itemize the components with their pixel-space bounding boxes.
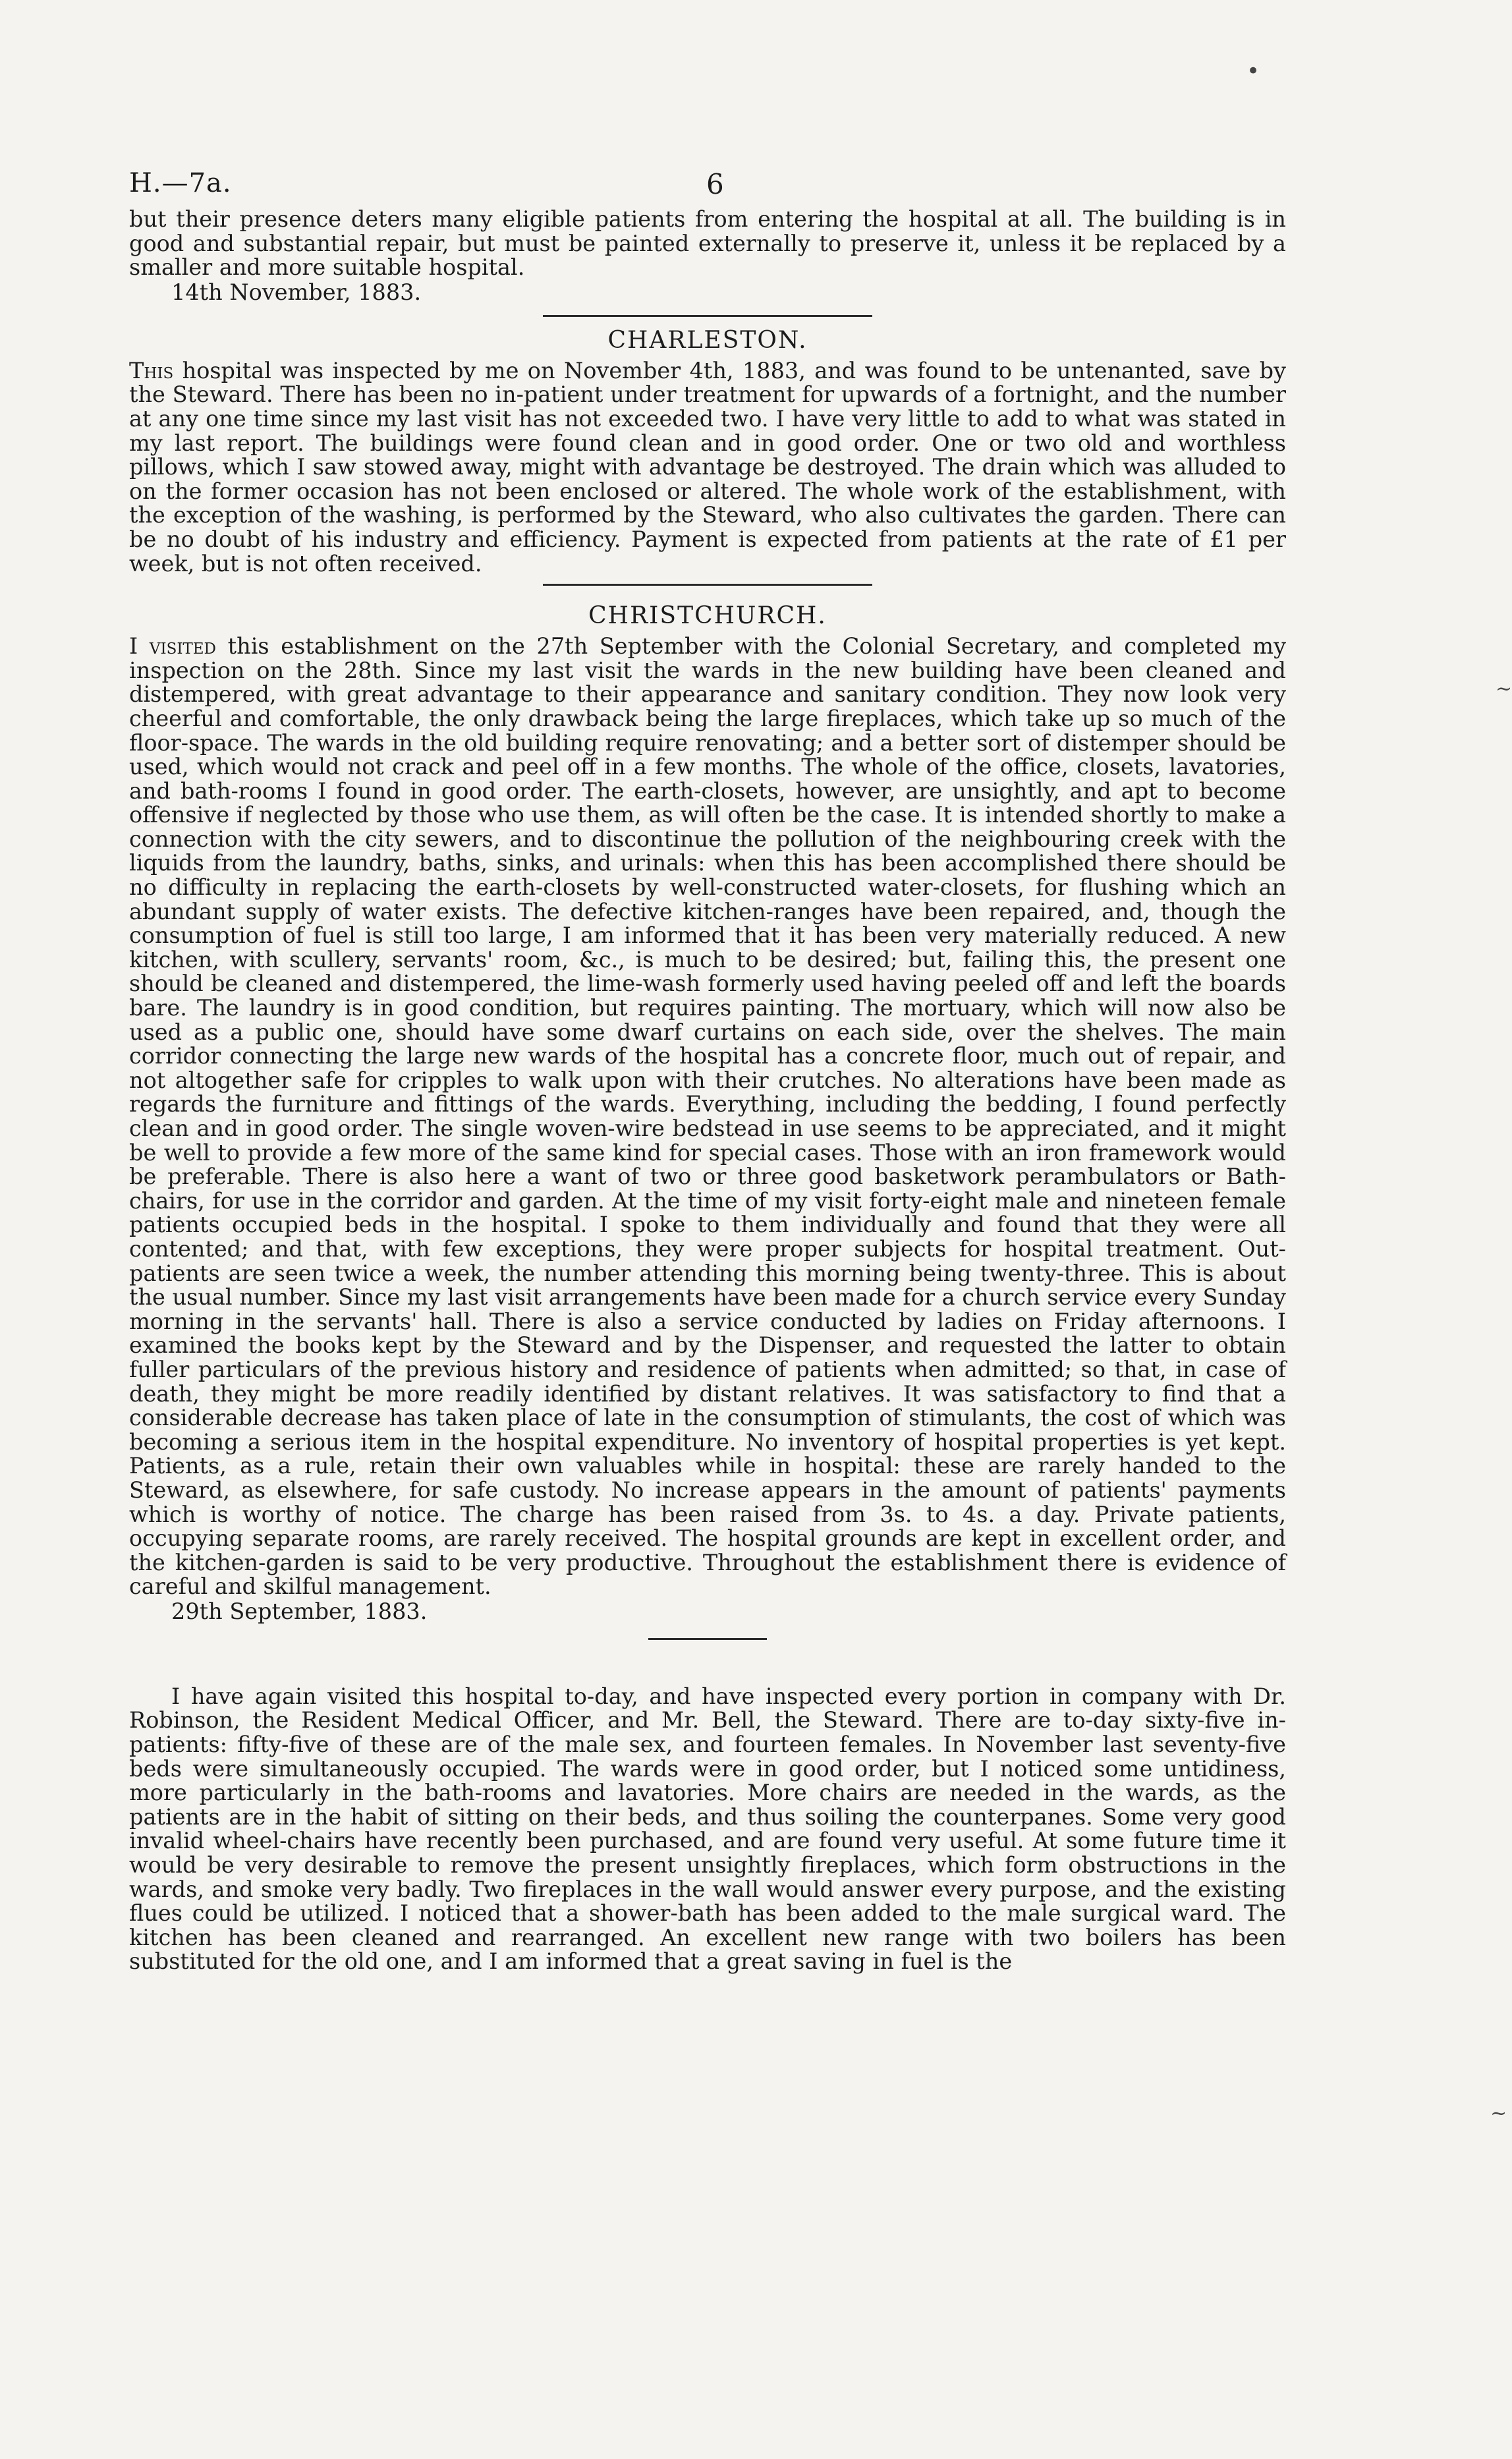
charleston-heading: CHARLESTON. xyxy=(607,326,808,354)
christchurch-paragraph xyxy=(129,635,1286,1599)
document-reference: H.—7a. xyxy=(129,168,232,198)
charleston-lead: This xyxy=(129,357,174,383)
section-divider xyxy=(543,584,872,586)
page-header xyxy=(129,168,1286,208)
margin-mark-top: • xyxy=(1246,58,1260,84)
intro-date: 14th November, 1883. xyxy=(171,279,422,305)
margin-mark-2: ~ xyxy=(1490,2102,1507,2125)
christchurch-heading: CHRISTCHURCH. xyxy=(588,602,827,630)
page-number: 6 xyxy=(706,168,724,200)
second-visit-paragraph: I have again visited this hospital to-day, and have inspected every portion in company with Dr. Robinson, the Resident Medical Officer, and Mr. Bell, the Steward. There are to-day sixty-five in-patients: fifty-five of these are of the male sex, and fourteen females. In November last seventy-five beds were simultaneously occupied. The wards were in good order, but I noticed some untidiness, more particularly in the bath-rooms and lavatories. More chairs are needed in the wards, as the patients are in the habit of sitting on their beds, and thus soiling the counterpanes. Some very good invalid wheel-chairs have recently been purchased, and are found very useful. At some future time it would be very desirable to remove the present unsightly fireplaces, which form obstructions in the wards, and smoke very badly. Two fireplaces in the wall would answer every purpose, and the existing flues could be utilized. I noticed that a shower-bath has been added to the male surgical ward. The kitchen has been cleaned and rearranged. An excellent new range with two boilers has been substituted for the old one, and I am informed that a great saving in fuel is the xyxy=(129,1683,1286,1975)
charleston-body: hospital was inspected by me on November 4th, 1883, and was found to be untenanted, save by the Steward. There has been no in-patient under treatment for upwards of a fortnight, and the number at any one time since my last visit has not exceeded two. I have very little to add to what was stated in my last report. The buildings were found clean and in good order. One or two old and worthless pillows, which I saw stowed away, might with advantage be destroyed. The drain which was alluded to on the former occasion has not been enclosed or altered. The whole work of the establishment, with the exception of the washing, is performed by the Steward, who also cultivates the garden. There can be no doubt of his industry and efficiency. Payment is expected from patients at the rate of £1 per week, but is not often received. xyxy=(129,357,1286,577)
christchurch-body: this establishment on the 27th September with the Colonial Secretary, and completed my inspection on the 28th. Since my last visit the wards in the new building have been cleaned and distempered, with great advantage to their appearance and sanitary condition. They now look very cheerful and comfortable, the only drawback being the large fireplaces, which take up so much of the floor-space. The wards in the old building require renovating; and a better sort of distemper should be used, which would not crack and peel off in a few months. The whole of the office, closets, lavatories, and bath-rooms I found in good order. The earth-closets, however, are unsightly, and apt to become offensive if neglected by those who use them, as will often be the case. It is intended shortly to make a connection with the city sewers, and to discontinue the pollution of the neighbouring creek with the liquids from the laundry, baths, sinks, and urinals: when this has been accomplished there should be no difficulty in replacing the earth-closets by well-constructed water-closets, for flushing which an abundant supply of water exists. The defective kitchen-ranges have been repaired, and, though the consumption of fuel is still too large, I am informed that it has been very materially reduced. A new kitchen, with scullery, servants' room, &c., is much to be desired; but, failing this, the present one should be cleaned and distempered, the lime-wash formerly used having peeled off and left the boards bare. The laundry is in good condition, but requires painting. The mortuary, which will now also be used as a public one, should have some dwarf curtains on each side, over the shelves. The main corridor connecting the large new wards of the hospital has a concrete floor, much out of repair, and not altogether safe for cripples to walk upon with their crutches. No alterations have been made as regards the furniture and fittings of the wards. Everything, including the bedding, I found perfectly clean and in good order. The single woven-wire bedstead in use seems to be appreciated, and it might be well to provide a few more of the same kind for special cases. Those with an iron framework would be preferable. There is also here a want of two or three good basketwork perambulators or Bath-chairs, for use in the corridor and garden. At the time of my visit forty-eight male and nineteen female patients occupied beds in the hospital. I spoke to them individually and found that they were all contented; and that, with few exceptions, they were proper subjects for hospital treatment. Out-patients are seen twice a week, the number attending this morning being twenty-three. This is about the usual number. Since my last visit arrangements have been made for a church service every Sunday morning in the servants' hall. There is also a service conducted by ladies on Friday afternoons. I examined the books kept by the Steward and by the Dispenser, and requested the latter to obtain fuller particulars of the previous history and residence of patients when admitted; so that, in case of death, they might be more readily identified by distant relatives. It was satisfactory to find that a considerable decrease has taken place of late in the consumption of stimulants, the cost of which was becoming a serious item in the hospital expenditure. No inventory of hospital properties is yet kept. Patients, as a rule, retain their own valuables while in hospital: these are rarely handed to the Steward, as elsewhere, for safe custody. No increase appears in the amount of patients' payments which is worthy of notice. The charge has been raised from 3s. to 4s. a day. Private patients, occupying separate rooms, are rarely received. The hospital grounds are kept in excellent order, and the kitchen-garden is said to be very productive. Throughout the establishment there is evidence of careful and skilful management. xyxy=(129,633,1286,1600)
document-page xyxy=(129,168,1286,1974)
christchurch-date: 29th September, 1883. xyxy=(171,1598,428,1624)
short-divider xyxy=(648,1638,767,1640)
charleston-paragraph xyxy=(129,359,1286,576)
margin-mark-1: ~ xyxy=(1496,677,1512,700)
christchurch-lead: I visited xyxy=(129,633,216,660)
intro-continuation-paragraph: but their presence deters many eligible patients from entering the hospital at all. The building is in good and substantial repair, but must be painted externally to preserve it, unless it be replaced by a smaller and more suitable hospital. xyxy=(129,206,1286,281)
section-divider xyxy=(543,315,872,317)
